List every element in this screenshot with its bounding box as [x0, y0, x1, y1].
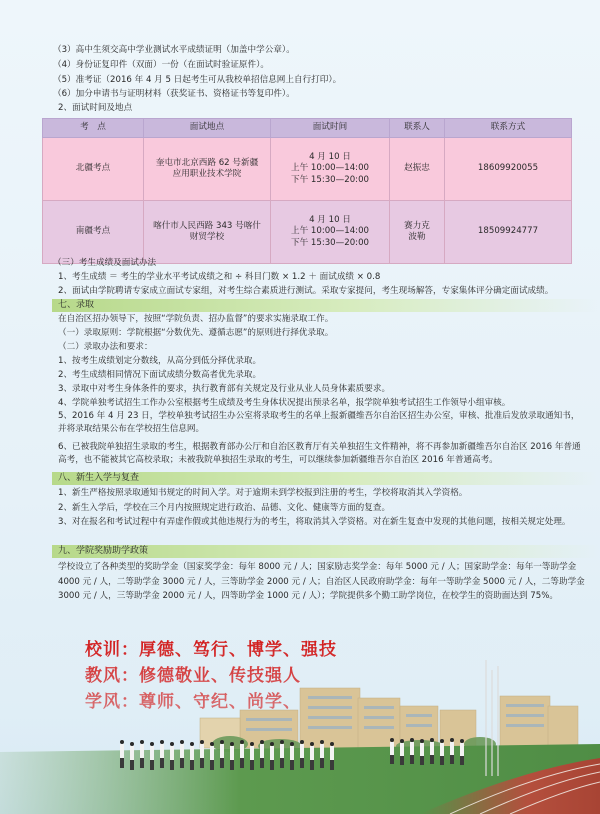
header-address: 面试地点 [144, 119, 271, 138]
campus-photo [0, 640, 600, 814]
score-formula: 1、考生成绩 ＝ 考生的学业水平考试成绩之和 ÷ 科目门数 × 1.2 ＋ 面试成绩 × 0.8 [58, 272, 381, 282]
header-contact: 联系人 [390, 119, 445, 138]
enrollment-item: 2、新生入学后，学校在三个月内按照规定进行政治、品德、文化、健康等方面的复查。 [58, 503, 391, 513]
cell-pm: 下午 15:30—20:00 [290, 174, 370, 185]
aid-policy-text: 学校设立了各种类型的奖助学金（国家奖学金：每年 8000 元 / 人；国家励志奖学金：每年 5000 元 / 人；国家助学金：每年一等助学金 4000 元 / 人，二等助学金 3000 元 / 人，三等助学金 2000 元 / 人；自治区人民政府助学金：每年一等助学金 5000 元 / 人，二等助学金 3000 元 / 人，三等助学金 2000 元 / 人，四等助学金 1000 元 / 人）；学院提供多个勤工助学岗位，在校学生的资助面达到 75%。 [58, 562, 585, 601]
admission-item: 4、学院单独考试招生工作办公室根据考生成绩及考生身体状况提出预录名单，报学院单独考试招生工作领导小组审核。 [58, 398, 511, 408]
admission-methods-heading: （二）录取办法和要求： [58, 342, 153, 352]
header-phone: 联系方式 [445, 119, 572, 138]
cell-address: 喀什市人民西路 343 号喀什财贸学校 [144, 201, 271, 264]
cell-date: 4 月 10 日 [309, 214, 351, 225]
scores-heading: （三）考生成绩及面试办法 [53, 258, 157, 268]
material-line-3: （3）高中生须交高中学业测试水平成绩证明（加盖中学公章）。 [53, 45, 295, 55]
admission-item: 1、按考生成绩划定分数线，从高分到低分择优录取。 [58, 356, 262, 366]
material-line-5: （5）准考证（2016 年 4 月 5 日起考生可从我校单招信息网上自行打印）。 [53, 75, 342, 85]
admission-intro: 在自治区招办领导下，按照“学院负责、招办监督”的要求实施录取工作。 [58, 314, 334, 324]
admission-item: 6、已被我院单独招生录取的考生，根据教育部办公厅和自治区教育厅有关单独招生文件精神，将不再参加新疆维吾尔自治区 2016 年普通高考，也不能被其它高校录取；未被我院单独招生录取的考生，可以继续参加新疆维吾尔自治区 2016 年普通高考。 [58, 442, 581, 465]
material-line-4: （4）身份证复印件（双面）一份（在面试时验证原件）。 [53, 60, 270, 70]
table-row [43, 201, 572, 264]
cell-site: 南疆考点 [43, 201, 144, 264]
exam-time-heading: 2、面试时间及地点 [58, 103, 133, 113]
cell-time [271, 138, 390, 201]
header-time: 面试时间 [271, 119, 390, 138]
cell-phone: 18509924777 [445, 201, 572, 264]
interview-method: 2、面试由学院聘请专家成立面试专家组，对考生综合素质进行测试。采取专家提问，考生现场解答，专家集体评分确定面试成绩。 [58, 286, 554, 296]
enrollment-item: 1、新生严格按照录取通知书规定的时间入学。对于逾期未到学校报到注册的考生，学校将取消其入学资格。 [58, 488, 468, 498]
header-site: 考 点 [43, 119, 144, 138]
cell-contact: 赵振忠 [390, 138, 445, 201]
section-enrollment-title: 八、新生入学与复查 [52, 472, 598, 485]
cell-am: 上午 10:00—14:00 [290, 226, 370, 237]
admission-item: 5、2016 年 4 月 23 日，学校单独考试招生办公室将录取考生的名单上报新疆维吾尔自治区招生办公室，审核、批准后发放录取通知书，并将录取结果公布在学校招生信息网。 [58, 411, 580, 434]
table-header-row [43, 119, 572, 138]
cell-phone: 18609920055 [445, 138, 572, 201]
admission-principle: （一）录取原则：学院根据“分数优先、遵循志愿”的原则进行择优录取。 [58, 328, 334, 338]
admission-item: 3、录取中对考生身体条件的要求，执行教育部有关规定及行业从业人员身体素质要求。 [58, 384, 391, 394]
cell-am: 上午 10:00—14:00 [290, 163, 370, 174]
material-line-6: （6）加分申请书与证明材料（获奖证书、资格证书等复印件）。 [53, 89, 295, 99]
enrollment-item: 3、对在报名和考试过程中有弄虚作假或其他违规行为的考生，将取消其入学资格。对在新生复查中发现的其他问题，按相关规定处理。 [58, 517, 571, 527]
cell-address: 奎屯市北京西路 62 号新疆应用职业技术学院 [144, 138, 271, 201]
section-admission-title: 七、录取 [52, 299, 598, 312]
table-row [43, 138, 572, 201]
exam-sites-table [42, 118, 572, 264]
cell-pm: 下午 15:30—20:00 [290, 237, 370, 248]
cell-date: 4 月 10 日 [309, 151, 351, 162]
admission-item: 2、考生成绩相同情况下面试成绩分数高者优先录取。 [58, 370, 262, 380]
section-aid-title: 九、学院奖励助学政策 [52, 545, 598, 558]
cell-contact: 赛力克 波勒 [390, 201, 445, 264]
cell-site: 北疆考点 [43, 138, 144, 201]
cell-time [271, 201, 390, 264]
